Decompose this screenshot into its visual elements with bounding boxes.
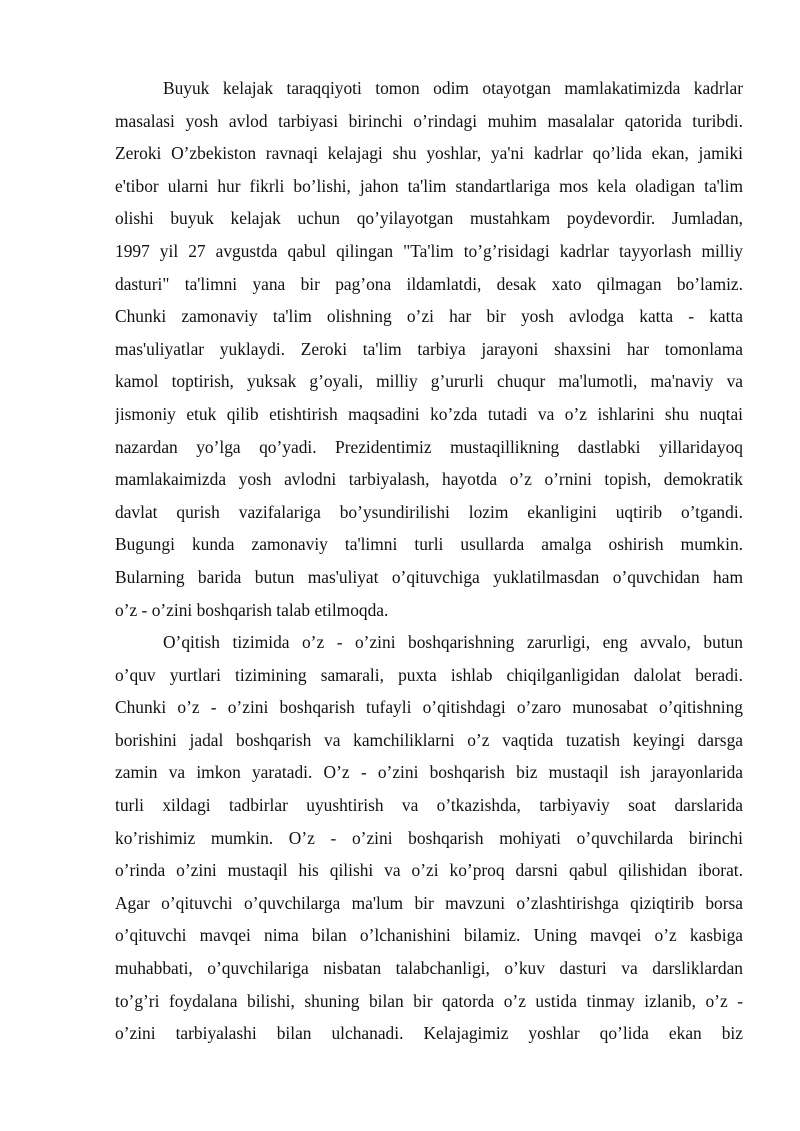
text-line: Bugungi kunda zamonaviy ta'limni turli usullarda amalga oshirish mumkin. (115, 534, 743, 555)
text-line: o’zini tarbiyalashi bilan ulchanadi. Kelajagimiz yoshlar qo’lida ekan biz (115, 1023, 743, 1044)
text-line: o’rinda o’zini mustaqil his qilishi va o’zi ko’proq darsni qabul qilishidan iborat. (115, 860, 743, 881)
text-line: nazardan yo’lga qo’yadi. Prezidentimiz mustaqillikning dastlabki yillaridayoq (115, 436, 743, 457)
text-line: 1997 yil 27 avgustda qabul qilingan "Ta'lim to’g’risidagi kadrlar tayyorlash milliy (115, 240, 743, 261)
text-line: o’qituvchi mavqei nima bilan o’lchanishini bilamiz. Uning mavqei o’z kasbiga (115, 925, 743, 946)
paragraph (115, 626, 743, 1050)
text-line: borishini jadal boshqarish va kamchiliklarni o’z vaqtida tuzatish keyingi darsga (115, 729, 743, 750)
text-line: Agar o’qituvchi o’quvchilarga ma'lum bir mavzuni o’zlashtirishga qiziqtirib borsa (115, 892, 743, 913)
text-line: e'tibor ularni hur fikrli bo’lishi, jahon ta'lim standartlariga mos kela oladigan ta'lim (115, 175, 743, 196)
text-line: muhabbati, o’quvchilariga nisbatan talabchanligi, o’kuv dasturi va darsliklardan (115, 958, 743, 979)
document-body (115, 72, 743, 1050)
text-line: masalasi yosh avlod tarbiyasi birinchi o’rindagi muhim masalalar qatorida turibdi. (115, 110, 743, 131)
text-line: turli xildagi tadbirlar uyushtirish va o’tkazishda, tarbiyaviy soat darslarida (115, 795, 743, 816)
text-line: ko’rishimiz mumkin. O’z - o’zini boshqarish mohiyati o’quvchilarda birinchi (115, 827, 743, 848)
paragraph (115, 72, 743, 626)
text-line: O’qitish tizimida o’z - o’zini boshqarishning zarurligi, eng avvalo, butun (163, 632, 743, 653)
text-line: Zeroki O’zbekiston ravnaqi kelajagi shu yoshlar, ya'ni kadrlar qo’lida ekan, jamiki (115, 143, 743, 164)
text-line: olishi buyuk kelajak uchun qo’yilayotgan mustahkam poydevordir. Jumladan, (115, 208, 743, 229)
text-line: mas'uliyatlar yuklaydi. Zeroki ta'lim tarbiya jarayoni shaxsini har tomonlama (115, 338, 743, 359)
text-line: dasturi" ta'limni yana bir pag’ona ildamlatdi, desak xato qilmagan bo’lamiz. (115, 273, 743, 294)
text-line: o’quv yurtlari tizimining samarali, puxta ishlab chiqilganligidan dalolat beradi. (115, 664, 743, 685)
text-line: zamin va imkon yaratadi. O’z - o’zini boshqarish biz mustaqil ish jarayonlarida (115, 762, 743, 783)
text-line: Chunki zamonaviy ta'lim olishning o’zi har bir yosh avlodga katta - katta (115, 306, 743, 327)
text-line: o’z - o’zini boshqarish talab etilmoqda. (115, 599, 389, 620)
text-line: to’g’ri foydalana bilishi, shuning bilan bir qatorda o’z ustida tinmay izlanib, o’z - (115, 990, 743, 1011)
text-line: kamol toptirish, yuksak g’oyali, milliy g’ururli chuqur ma'lumotli, ma'naviy va (115, 371, 743, 392)
text-line: Chunki o’z - o’zini boshqarish tufayli o’qitishdagi o’zaro munosabat o’qitishning (115, 697, 743, 718)
text-line: mamlakaimizda yosh avlodni tarbiyalash, hayotda o’z o’rnini topish, demokratik (115, 469, 743, 490)
text-line: Buyuk kelajak taraqqiyoti tomon odim otayotgan mamlakatimizda kadrlar (163, 78, 743, 98)
text-line: jismoniy etuk qilib etishtirish maqsadini ko’zda tutadi va o’z ishlarini shu nuqtai (115, 403, 743, 424)
text-line: Bularning barida butun mas'uliyat o’qituvchiga yuklatilmasdan o’quvchidan ham (115, 566, 743, 587)
text-line: davlat qurish vazifalariga bo’ysundirilishi lozim ekanligini uqtirib o’tgandi. (115, 501, 743, 522)
